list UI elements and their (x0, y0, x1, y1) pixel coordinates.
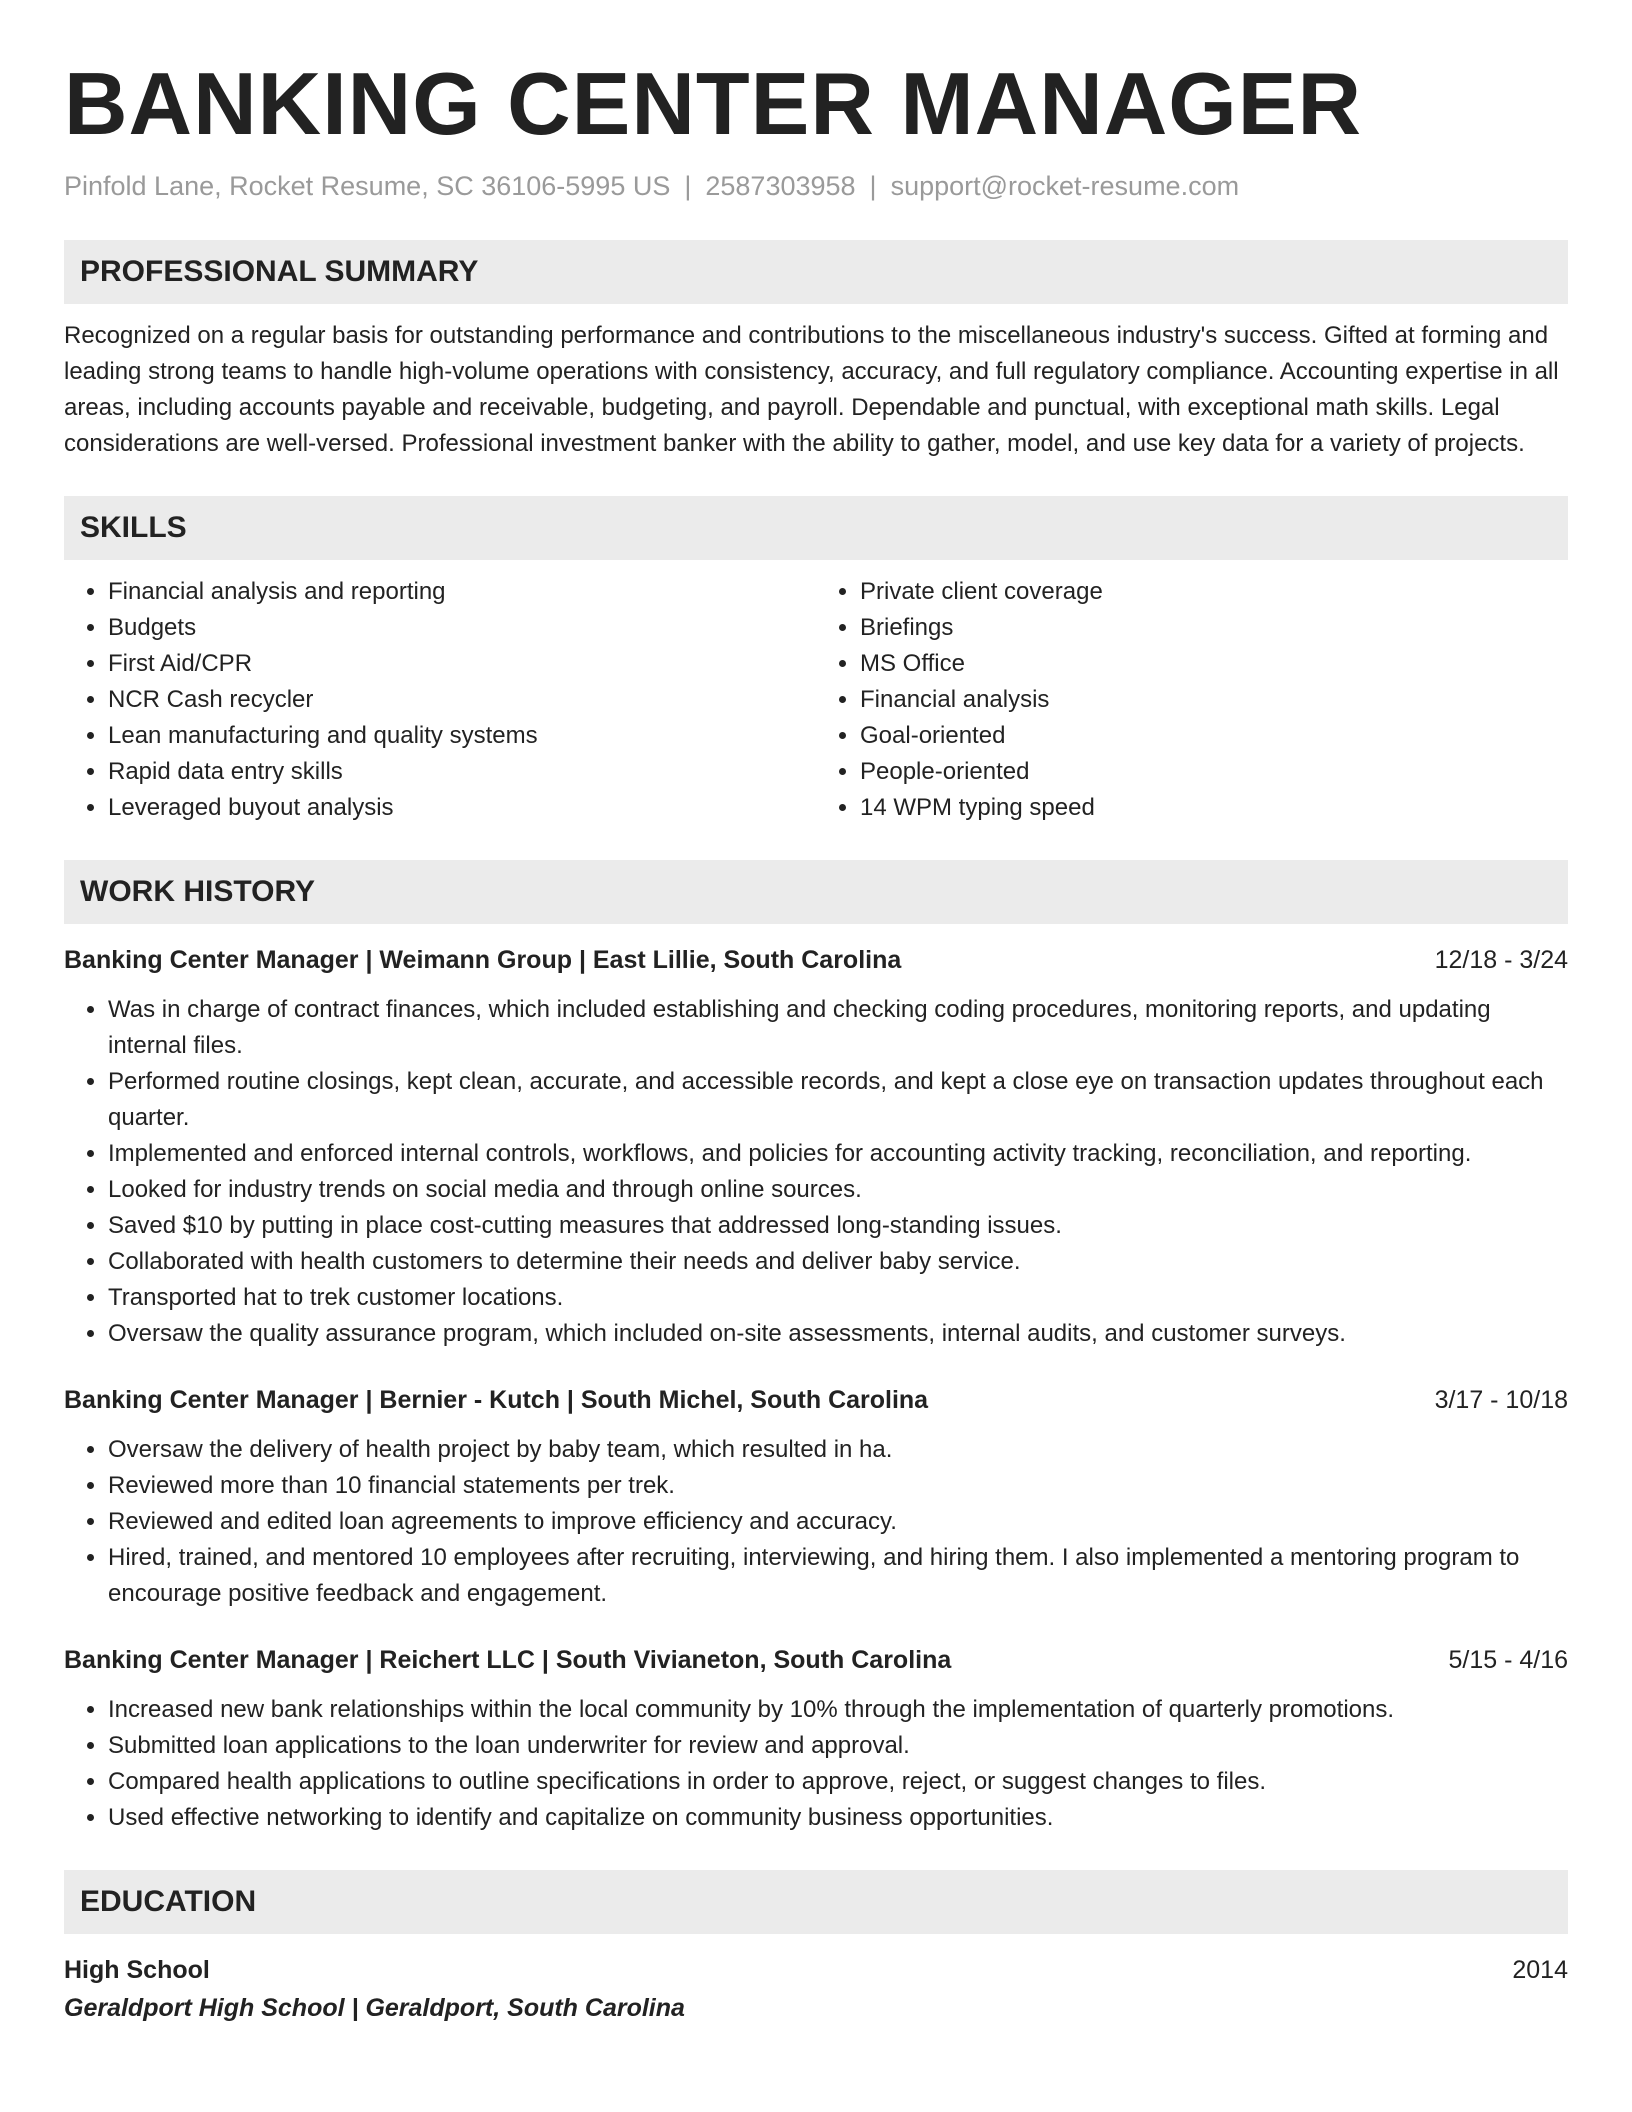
job-bullet: • Transported hat to trek customer locations. (108, 1280, 1568, 1316)
skills-right-column (816, 574, 1568, 826)
job-header (64, 1642, 1568, 1678)
job-bullet: • Used effective networking to identify and capitalize on community business opportunities. (108, 1800, 1568, 1836)
skill-item: • Rapid data entry skills (108, 754, 816, 790)
job-header (64, 942, 1568, 978)
job-entry (64, 1382, 1568, 1612)
job-title: Banking Center Manager | Weimann Group | East Lillie, South Carolina (64, 946, 902, 975)
job-bullet: • Hired, trained, and mentored 10 employees after recruiting, interviewing, and hiring them. I also implemented a mentoring program to encourage positive feedback and engagement. (108, 1540, 1568, 1612)
education-year: 2014 (1512, 1956, 1568, 1985)
job-bullet: • Increased new bank relationships within the local community by 10% through the implementation of quarterly promotions. (108, 1692, 1568, 1728)
job-bullets (64, 992, 1568, 1352)
job-title: Banking Center Manager | Bernier - Kutch | South Michel, South Carolina (64, 1386, 929, 1415)
job-header (64, 1382, 1568, 1418)
skills-heading: SKILLS (64, 496, 1568, 560)
skill-item: • MS Office (860, 646, 1568, 682)
job-bullet: • Oversaw the delivery of health project by baby team, which resulted in ha. (108, 1432, 1568, 1468)
contact-line (64, 171, 1568, 202)
skill-item: • Financial analysis and reporting (108, 574, 816, 610)
skills-left-column (64, 574, 816, 826)
contact-address: Pinfold Lane, Rocket Resume, SC 36106-5995 US (64, 171, 671, 202)
job-dates: 12/18 - 3/24 (1434, 946, 1568, 975)
skill-item: • People-oriented (860, 754, 1568, 790)
job-entry (64, 942, 1568, 1352)
summary-heading: PROFESSIONAL SUMMARY (64, 240, 1568, 304)
skill-item: • Goal-oriented (860, 718, 1568, 754)
job-bullet: • Oversaw the quality assurance program, which included on-site assessments, internal audits, and customer surveys. (108, 1316, 1568, 1352)
job-entry (64, 1642, 1568, 1836)
job-bullet: • Collaborated with health customers to determine their needs and deliver baby service. (108, 1244, 1568, 1280)
education-degree: High School (64, 1956, 210, 1985)
job-dates: 5/15 - 4/16 (1448, 1646, 1568, 1675)
job-dates: 3/17 - 10/18 (1434, 1386, 1568, 1415)
job-bullet: • Implemented and enforced internal controls, workflows, and policies for accounting activity tracking, reconciliation, and reporting. (108, 1136, 1568, 1172)
skill-item: • Lean manufacturing and quality systems (108, 718, 816, 754)
skill-item: • Financial analysis (860, 682, 1568, 718)
job-bullet: • Reviewed more than 10 financial statements per trek. (108, 1468, 1568, 1504)
contact-separator: | (684, 171, 692, 202)
skill-item: • Budgets (108, 610, 816, 646)
job-bullets (64, 1692, 1568, 1836)
job-bullet: • Reviewed and edited loan agreements to improve efficiency and accuracy. (108, 1504, 1568, 1540)
contact-phone: 2587303958 (705, 171, 856, 202)
skill-item: • Leveraged buyout analysis (108, 790, 816, 826)
resume-name: BANKING CENTER MANAGER (64, 54, 1362, 153)
skill-item: • Briefings (860, 610, 1568, 646)
summary-text: Recognized on a regular basis for outstanding performance and contributions to the miscellaneous industry's success. Gifted at forming and leading strong teams to handle high-volume operations with consistency, accuracy, and full regulatory compliance. Accounting expertise in all areas, including accounts payable and receivable, budgeting, and payroll. Dependable and punctual, with exceptional math skills. Legal considerations are well-versed. Professional investment banker with the ability to gather, model, and use key data for a variety of projects. (64, 322, 1559, 458)
job-bullet: • Looked for industry trends on social media and through online sources. (108, 1172, 1568, 1208)
skill-item: • NCR Cash recycler (108, 682, 816, 718)
job-bullet: • Saved $10 by putting in place cost-cutting measures that addressed long-standing issues. (108, 1208, 1568, 1244)
job-bullet: • Submitted loan applications to the loan underwriter for review and approval. (108, 1728, 1568, 1764)
job-bullet: • Was in charge of contract finances, which included establishing and checking coding procedures, monitoring reports, and updating internal files. (108, 992, 1568, 1064)
contact-email: support@rocket-resume.com (890, 171, 1240, 202)
education-school: Geraldport High School | Geraldport, South Carolina (64, 1994, 685, 2023)
contact-separator: | (869, 171, 877, 202)
work-history-heading: WORK HISTORY (64, 860, 1568, 924)
education-heading: EDUCATION (64, 1870, 1568, 1934)
skill-item: • 14 WPM typing speed (860, 790, 1568, 826)
job-bullet: • Performed routine closings, kept clean, accurate, and accessible records, and kept a close eye on transaction updates throughout each quarter. (108, 1064, 1568, 1136)
skills-list (64, 574, 1568, 826)
job-bullets (64, 1432, 1568, 1612)
job-bullet: • Compared health applications to outline specifications in order to approve, reject, or suggest changes to files. (108, 1764, 1568, 1800)
education-entry (64, 1952, 1568, 1988)
skill-item: • First Aid/CPR (108, 646, 816, 682)
job-title: Banking Center Manager | Reichert LLC | South Vivianeton, South Carolina (64, 1646, 952, 1675)
skill-item: • Private client coverage (860, 574, 1568, 610)
